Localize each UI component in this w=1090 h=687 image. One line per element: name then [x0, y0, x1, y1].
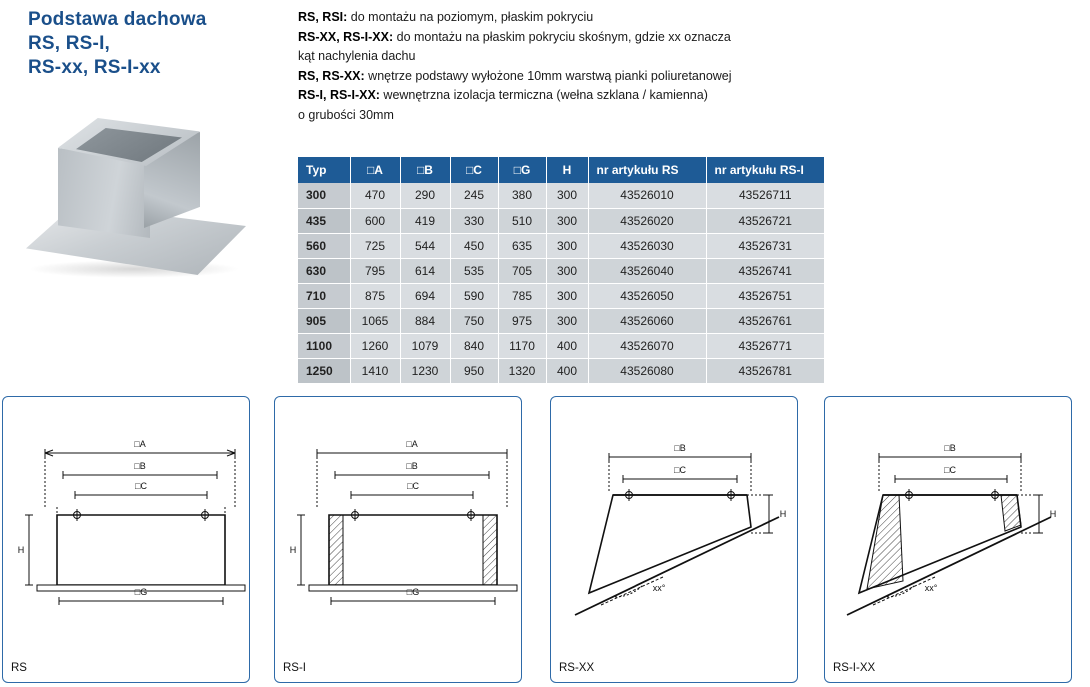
description-line-2-label: RS-XX, RS-I-XX: — [298, 29, 394, 44]
cell-h: 300 — [546, 233, 588, 258]
dim-label-h: H — [289, 545, 297, 555]
cell-typ: 560 — [298, 233, 350, 258]
table-header-article-rs: nr artykułu RS — [588, 157, 706, 183]
dim-label-a: □A — [134, 439, 146, 449]
cell-h: 300 — [546, 183, 588, 208]
cell-c: 535 — [450, 258, 498, 283]
cell-b: 884 — [400, 308, 450, 333]
table-header-typ: Typ — [298, 157, 350, 183]
cell-a: 470 — [350, 183, 400, 208]
dim-label-b: □B — [134, 461, 146, 471]
table-row — [298, 233, 824, 258]
cell-c: 840 — [450, 333, 498, 358]
panel-caption-rs: RS — [11, 662, 27, 674]
dim-label-h: H — [1049, 509, 1057, 519]
cell-g: 635 — [498, 233, 546, 258]
table-header-a: □A — [350, 157, 400, 183]
description-line-1-label: RS, RSI: — [298, 10, 348, 24]
cell-a: 1065 — [350, 308, 400, 333]
cell-article-rsi: 43526751 — [706, 283, 824, 308]
cell-c: 950 — [450, 358, 498, 383]
drawing-panel-rs-i — [274, 396, 522, 683]
cell-article-rsi: 43526731 — [706, 233, 824, 258]
cell-article-rsi: 43526721 — [706, 208, 824, 233]
cell-a: 600 — [350, 208, 400, 233]
dim-label-angle: xx° — [924, 583, 938, 593]
panel-caption-rs-xx: RS-XX — [559, 662, 595, 674]
description-line-4-label: RS, RS-XX: — [298, 68, 365, 83]
cell-g: 1170 — [498, 333, 546, 358]
roof-base-product-photo — [16, 110, 266, 290]
drawing-panel-rs-i-xx — [824, 396, 1072, 683]
description-line-5-text: wewnętrzna izolacja termiczna (wełna szklana / kamienna) — [379, 88, 708, 102]
drawing-panel-rs — [2, 396, 250, 683]
page-title-line1: Podstawa dachowa — [28, 9, 207, 30]
table-header-h: H — [546, 157, 588, 183]
cell-h: 300 — [546, 283, 588, 308]
cell-g: 1320 — [498, 358, 546, 383]
table-row — [298, 183, 824, 208]
cell-typ: 710 — [298, 283, 350, 308]
cell-h: 300 — [546, 258, 588, 283]
dim-label-b: □B — [674, 443, 686, 453]
cell-b: 290 — [400, 183, 450, 208]
table-header-row — [298, 157, 824, 183]
description-line-6: o grubości 30mm — [298, 107, 394, 122]
cell-article-rs: 43526040 — [588, 258, 706, 283]
table-row — [298, 208, 824, 233]
dim-label-g: □G — [134, 587, 148, 597]
cell-b: 694 — [400, 283, 450, 308]
drawing-panel-rs-xx — [550, 396, 798, 683]
dimensions-table-wrap — [298, 157, 824, 384]
cell-typ: 300 — [298, 183, 350, 208]
cell-c: 590 — [450, 283, 498, 308]
cell-a: 725 — [350, 233, 400, 258]
product-description — [298, 8, 838, 125]
cell-article-rsi: 43526781 — [706, 358, 824, 383]
cell-h: 300 — [546, 208, 588, 233]
dim-label-b: □B — [406, 461, 418, 471]
cell-typ: 435 — [298, 208, 350, 233]
table-row — [298, 308, 824, 333]
cell-article-rs: 43526070 — [588, 333, 706, 358]
drawing-rs-i-xx — [825, 397, 1073, 684]
dim-label-c: □C — [944, 465, 956, 475]
cell-b: 419 — [400, 208, 450, 233]
cell-c: 330 — [450, 208, 498, 233]
cell-g: 510 — [498, 208, 546, 233]
cell-g: 380 — [498, 183, 546, 208]
table-header-article-rsi: nr artykułu RS-I — [706, 157, 824, 183]
panel-caption-rs-i: RS-I — [283, 662, 306, 674]
description-line-1 — [298, 8, 838, 28]
cell-a: 1260 — [350, 333, 400, 358]
dim-label-g: □G — [406, 587, 420, 597]
cell-article-rs: 43526010 — [588, 183, 706, 208]
dim-label-c: □C — [407, 481, 419, 491]
dimensions-table — [298, 157, 824, 384]
cell-article-rs: 43526080 — [588, 358, 706, 383]
dim-label-angle: xx° — [652, 583, 666, 593]
cell-b: 1079 — [400, 333, 450, 358]
cell-a: 875 — [350, 283, 400, 308]
cell-g: 975 — [498, 308, 546, 333]
description-line-2 — [298, 28, 838, 48]
cell-a: 1410 — [350, 358, 400, 383]
cell-c: 750 — [450, 308, 498, 333]
cell-typ: 1250 — [298, 358, 350, 383]
dim-label-b: □B — [944, 443, 956, 453]
dim-label-c: □C — [135, 481, 147, 491]
cell-h: 400 — [546, 333, 588, 358]
dim-label-c: □C — [674, 465, 686, 475]
description-line-4-text: wnętrze podstawy wyłożone 10mm warstwą pianki poliuretanowej — [364, 68, 732, 83]
table-header-g: □G — [498, 157, 546, 183]
cell-article-rs: 43526020 — [588, 208, 706, 233]
table-row — [298, 358, 824, 383]
cell-b: 614 — [400, 258, 450, 283]
cell-c: 450 — [450, 233, 498, 258]
table-row — [298, 258, 824, 283]
cell-h: 300 — [546, 308, 588, 333]
description-line-5-label: RS-I, RS-I-XX: — [298, 88, 380, 102]
table-body — [298, 183, 824, 383]
description-line-5 — [298, 86, 838, 106]
cell-typ: 630 — [298, 258, 350, 283]
cell-article-rsi: 43526711 — [706, 183, 824, 208]
page-title — [28, 8, 278, 80]
table-header-c: □C — [450, 157, 498, 183]
cell-a: 795 — [350, 258, 400, 283]
cell-b: 1230 — [400, 358, 450, 383]
cell-article-rsi: 43526771 — [706, 333, 824, 358]
table-row — [298, 333, 824, 358]
cell-article-rs: 43526030 — [588, 233, 706, 258]
cell-b: 544 — [400, 233, 450, 258]
cell-article-rsi: 43526761 — [706, 308, 824, 333]
panel-caption-rs-i-xx: RS-I-XX — [833, 662, 876, 674]
cell-typ: 905 — [298, 308, 350, 333]
description-line-1-text: do montażu na poziomym, płaskim pokryciu — [347, 10, 594, 24]
drawing-rs-xx — [551, 397, 799, 684]
cell-article-rs: 43526060 — [588, 308, 706, 333]
drawing-rs-i — [275, 397, 523, 684]
dim-label-a: □A — [406, 439, 418, 449]
cell-article-rsi: 43526741 — [706, 258, 824, 283]
drawing-panels — [0, 396, 1090, 687]
description-line-4 — [298, 67, 838, 87]
description-line-3: kąt nachylenia dachu — [298, 49, 416, 63]
cell-g: 705 — [498, 258, 546, 283]
cell-c: 245 — [450, 183, 498, 208]
cell-article-rs: 43526050 — [588, 283, 706, 308]
table-row — [298, 283, 824, 308]
page-title-line2: RS, RS-I, — [28, 33, 111, 54]
cell-h: 400 — [546, 358, 588, 383]
table-header-b: □B — [400, 157, 450, 183]
page-title-line3: RS-xx, RS-I-xx — [28, 57, 161, 78]
cell-typ: 1100 — [298, 333, 350, 358]
cell-g: 785 — [498, 283, 546, 308]
dim-label-h: H — [779, 509, 787, 519]
drawing-rs — [3, 397, 251, 684]
description-line-2-text: do montażu na płaskim pokryciu skośnym, gdzie xx oznacza — [393, 29, 731, 44]
dim-label-h: H — [17, 545, 25, 555]
